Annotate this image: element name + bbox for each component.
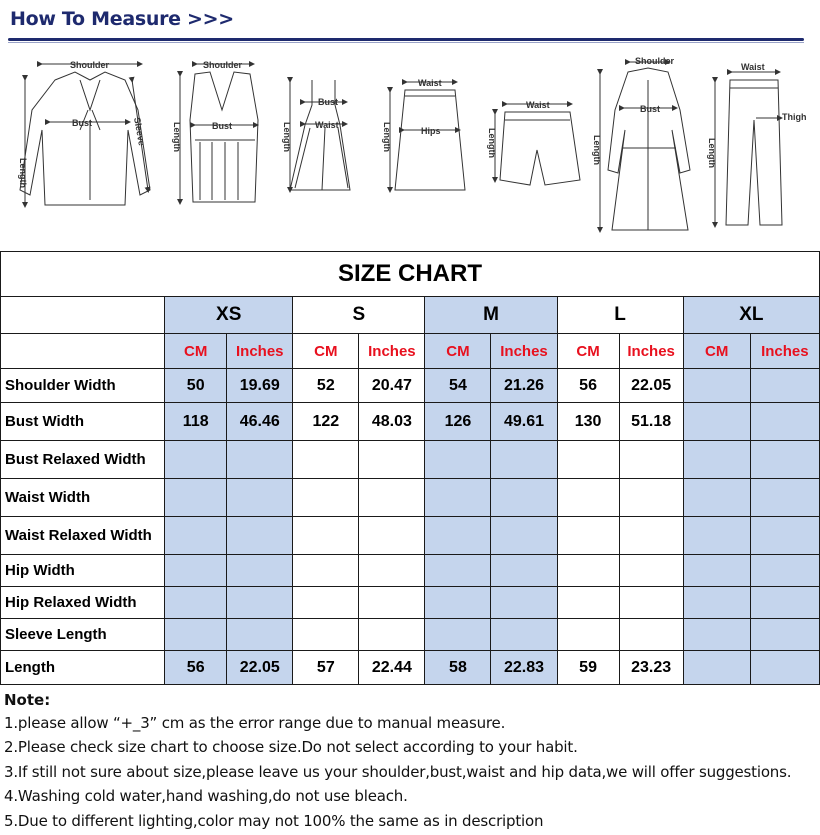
table-cell: [683, 619, 750, 651]
table-cell: [359, 479, 425, 517]
table-cell: [683, 441, 750, 479]
table-cell: [750, 555, 819, 587]
size-xl-header: XL: [683, 297, 819, 334]
table-cell: [293, 587, 359, 619]
measurement-illustrations: [0, 50, 820, 250]
table-cell: [165, 555, 227, 587]
fig1-shoulder-label: Shoulder: [70, 60, 110, 70]
coat-figure: [600, 62, 690, 230]
table-cell: [425, 555, 491, 587]
table-cell: [619, 517, 683, 555]
table-cell: [619, 619, 683, 651]
size-m-header: M: [425, 297, 557, 334]
table-cell: [557, 555, 619, 587]
table-row: [1, 555, 820, 587]
table-cell: [359, 619, 425, 651]
table-cell: [227, 517, 293, 555]
fig1-bust-label: Bust: [72, 118, 92, 128]
fig2-bust-label: Bust: [212, 121, 232, 131]
table-cell: [165, 587, 227, 619]
row-label: Hip Width: [1, 555, 165, 587]
row-label: Sleeve Length: [1, 619, 165, 651]
fig7-length-label: Length: [707, 138, 717, 168]
size-chart-table: [0, 251, 820, 685]
size-s-header: S: [293, 297, 425, 334]
table-cell: 22.83: [491, 651, 557, 685]
table-cell: [750, 651, 819, 685]
table-cell: 50: [165, 369, 227, 403]
note-line: 1.please allow “+_3” cm as the error range due to manual measure.: [4, 714, 506, 732]
l-cm-header: CM: [557, 334, 619, 369]
notes-title: Note:: [4, 691, 51, 709]
table-row: [1, 651, 820, 685]
table-row: [1, 587, 820, 619]
table-cell: 122: [293, 403, 359, 441]
fig6-bust-label: Bust: [640, 104, 660, 114]
table-cell: [683, 651, 750, 685]
table-cell: [359, 587, 425, 619]
fig6-length-label: Length: [592, 135, 602, 165]
table-cell: 57: [293, 651, 359, 685]
row-label: Waist Relaxed Width: [1, 517, 165, 555]
table-cell: 130: [557, 403, 619, 441]
table-cell: [359, 441, 425, 479]
table-cell: 22.05: [619, 369, 683, 403]
table-cell: [557, 479, 619, 517]
row-label: Waist Width: [1, 479, 165, 517]
table-cell: [227, 441, 293, 479]
m-inches-header: Inches: [491, 334, 557, 369]
table-cell: [683, 587, 750, 619]
table-cell: [750, 403, 819, 441]
table-cell: [557, 619, 619, 651]
table-cell: [619, 587, 683, 619]
skirt-figure: [390, 82, 465, 190]
note-line: 4.Washing cold water,hand washing,do not use bleach.: [4, 787, 408, 806]
table-cell: 59: [557, 651, 619, 685]
row-label: Length: [1, 651, 165, 685]
s-cm-header: CM: [293, 334, 359, 369]
fig3-length-label: Length: [282, 122, 292, 152]
fig2-length-label: Length: [172, 122, 182, 152]
table-cell: [683, 403, 750, 441]
size-header-row: [1, 297, 820, 334]
fig4-hips-label: Hips: [421, 126, 441, 136]
note-line: 2.Please check size chart to choose size.Do not select according to your habit.: [4, 738, 578, 757]
table-row: [1, 517, 820, 555]
size-rows: [1, 369, 820, 685]
how-to-measure-title: How To Measure >>>: [10, 8, 234, 30]
fig4-length-label: Length: [382, 122, 392, 152]
size-l-header: L: [557, 297, 683, 334]
table-cell: [227, 479, 293, 517]
table-cell: [165, 479, 227, 517]
table-cell: [683, 369, 750, 403]
table-cell: [165, 619, 227, 651]
table-cell: 54: [425, 369, 491, 403]
notes-section: [4, 689, 816, 833]
table-cell: 46.46: [227, 403, 293, 441]
table-cell: [425, 619, 491, 651]
xl-inches-header: Inches: [750, 334, 819, 369]
fig7-thigh-label: Thigh: [782, 112, 807, 122]
shorts-figure: [495, 104, 580, 185]
table-cell: [750, 441, 819, 479]
table-cell: [491, 619, 557, 651]
corner-cell: [1, 297, 165, 334]
table-cell: 51.18: [619, 403, 683, 441]
m-cm-header: CM: [425, 334, 491, 369]
table-cell: [491, 587, 557, 619]
unit-header-row: [1, 334, 820, 369]
table-cell: [750, 479, 819, 517]
table-cell: 56: [165, 651, 227, 685]
table-cell: [425, 517, 491, 555]
table-row: [1, 369, 820, 403]
table-cell: [557, 517, 619, 555]
table-row: [1, 479, 820, 517]
xl-cm-header: CM: [683, 334, 750, 369]
header-divider-shadow: [8, 42, 804, 43]
table-cell: [619, 441, 683, 479]
table-cell: [750, 587, 819, 619]
table-cell: 49.61: [491, 403, 557, 441]
blouse-figure: [20, 64, 150, 205]
fig7-waist-label: Waist: [741, 62, 765, 72]
table-cell: [750, 619, 819, 651]
fig3-bust-label: Bust: [318, 97, 338, 107]
table-cell: [293, 441, 359, 479]
table-cell: [293, 555, 359, 587]
fig2-shoulder-label: Shoulder: [203, 60, 243, 70]
table-cell: 22.44: [359, 651, 425, 685]
table-cell: [425, 587, 491, 619]
s-inches-header: Inches: [359, 334, 425, 369]
fig1-length-label: Length: [18, 158, 28, 188]
table-cell: [619, 479, 683, 517]
table-cell: 118: [165, 403, 227, 441]
table-cell: [683, 517, 750, 555]
table-cell: [425, 479, 491, 517]
table-cell: [293, 479, 359, 517]
table-cell: [491, 555, 557, 587]
note-line: 3.If still not sure about size,please leave us your shoulder,bust,waist and hip data,we will offer suggestions.: [4, 762, 792, 781]
fig4-waist-label: Waist: [418, 78, 442, 88]
table-cell: [557, 441, 619, 479]
table-cell: 23.23: [619, 651, 683, 685]
note-line: 5.Due to different lighting,color may not 100% the same as in description: [4, 811, 544, 830]
fig6-shoulder-label: Shoulder: [635, 56, 675, 66]
table-cell: [227, 587, 293, 619]
size-xs-header: XS: [165, 297, 293, 334]
trousers-figure: [715, 72, 782, 225]
table-cell: [750, 517, 819, 555]
table-cell: [683, 555, 750, 587]
l-inches-header: Inches: [619, 334, 683, 369]
table-cell: [491, 517, 557, 555]
vest-figure: [180, 64, 258, 202]
table-cell: 20.47: [359, 369, 425, 403]
row-label: Shoulder Width: [1, 369, 165, 403]
table-cell: 58: [425, 651, 491, 685]
table-cell: 48.03: [359, 403, 425, 441]
table-cell: 21.26: [491, 369, 557, 403]
fig5-length-label: Length: [487, 128, 497, 158]
table-cell: [165, 517, 227, 555]
table-cell: [293, 517, 359, 555]
table-cell: 126: [425, 403, 491, 441]
table-cell: [619, 555, 683, 587]
table-cell: [165, 441, 227, 479]
table-cell: 52: [293, 369, 359, 403]
size-chart-title: SIZE CHART: [1, 252, 820, 297]
table-row: [1, 619, 820, 651]
row-label: Bust Relaxed Width: [1, 441, 165, 479]
measurement-figures: [0, 50, 820, 250]
fig3-waist-label: Waist: [315, 120, 339, 130]
how-to-measure-header: [0, 0, 820, 48]
row-label: Bust Width: [1, 403, 165, 441]
table-cell: [227, 555, 293, 587]
unit-corner-cell: [1, 334, 165, 369]
table-cell: [557, 587, 619, 619]
table-row: [1, 441, 820, 479]
table-cell: [425, 441, 491, 479]
table-cell: 19.69: [227, 369, 293, 403]
table-cell: [359, 555, 425, 587]
table-cell: [683, 479, 750, 517]
fig5-waist-label: Waist: [526, 100, 550, 110]
table-cell: [750, 369, 819, 403]
table-cell: [293, 619, 359, 651]
fig1-sleeve-label: Sleeve: [132, 116, 147, 147]
xs-inches-header: Inches: [227, 334, 293, 369]
table-cell: 56: [557, 369, 619, 403]
table-row: [1, 403, 820, 441]
table-cell: [491, 441, 557, 479]
table-cell: [359, 517, 425, 555]
header-divider: [8, 38, 804, 41]
row-label: Hip Relaxed Width: [1, 587, 165, 619]
table-cell: 22.05: [227, 651, 293, 685]
table-cell: [491, 479, 557, 517]
table-cell: [227, 619, 293, 651]
xs-cm-header: CM: [165, 334, 227, 369]
